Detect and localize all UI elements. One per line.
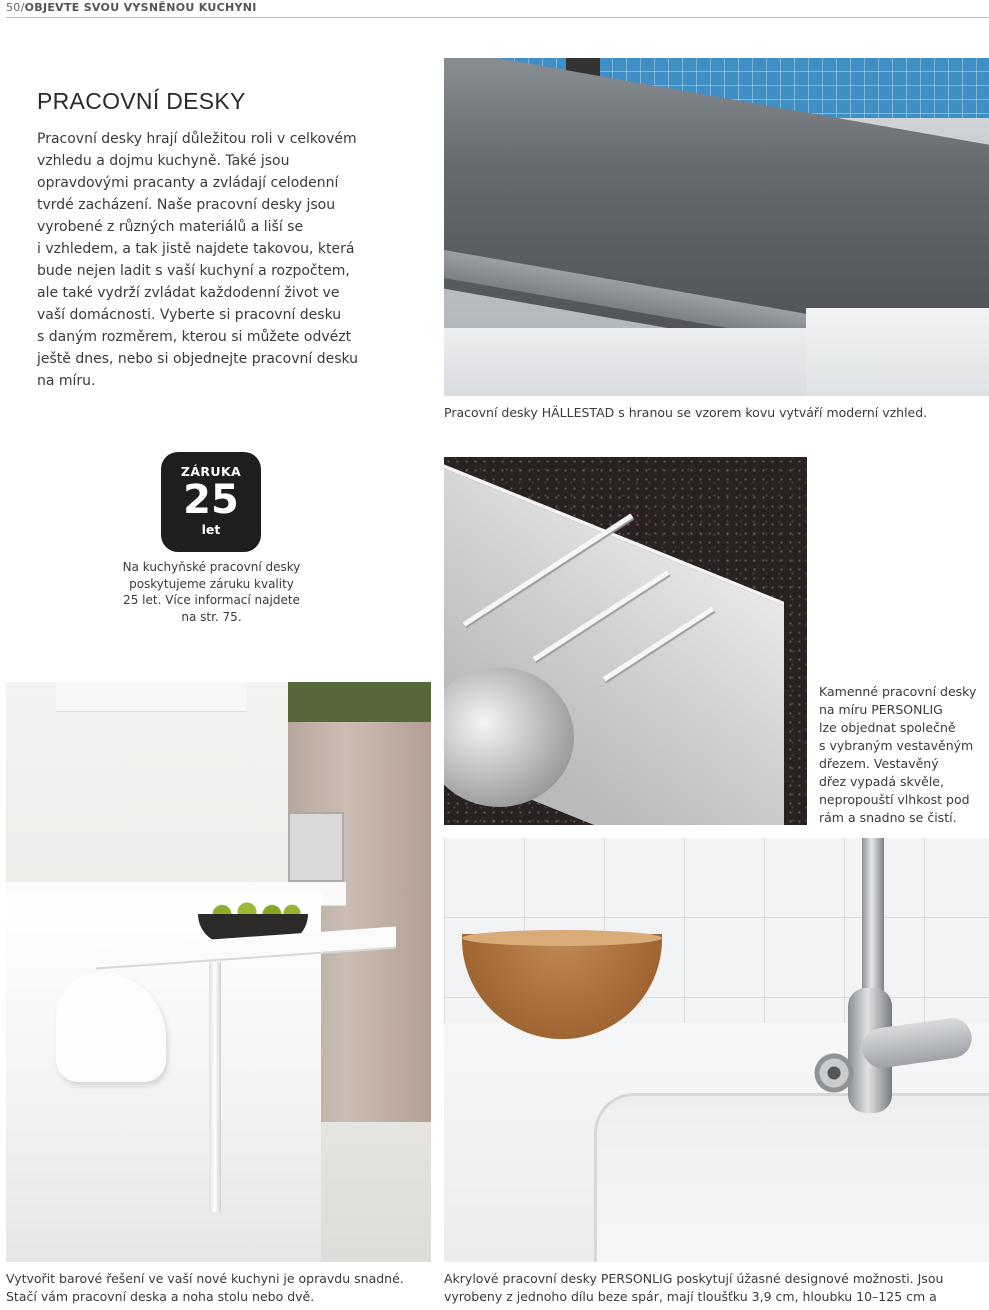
extractor-hood [56,682,246,712]
table-leg [209,962,221,1212]
cabinet-front [444,328,844,396]
warranty-text: Na kuchyňské pracovní desky poskytujeme záruku kvality 25 let. Více informací najdete na str. 75. [122,560,301,624]
wooden-bowl-rim [462,930,662,946]
warranty-badge [161,452,261,552]
section-title: OBJEVTE SVOU VYSNĚNOU KUCHYNI [24,1,257,14]
cabinet-side [806,308,989,396]
integrated-sink [594,1093,989,1262]
white-kitchen-island-photo [6,682,431,1262]
hallestad-countertop-photo [444,58,989,396]
page-header [6,0,989,18]
warranty-label-top: ZÁRUKA [180,464,242,479]
warranty-label-bottom: let [201,522,221,537]
island-caption: Vytvořit barové řešení ve vaší nové kuchyni je opravdu snadné. Stačí vám pracovní deska a noha stolu nebo dvě. [6,1271,404,1304]
built-in-oven [288,812,344,882]
acrylic-sink-photo [444,838,989,1262]
page-number: 50/ [6,1,25,14]
stone-worktop-sink-photo [444,457,807,825]
intro-paragraph: Pracovní desky hrají důležitou roli v celkovém vzhledu a dojmu kuchyně. Také jsou opravdovými pracanty a zvládají celodenní tvrdé zacházení. Naše pracovní desky jsou vyrobené z různých materiálů a liší se i vzhledem, a tak jistě najdete takovou, která bude nejen ladit s vaší kuchyní a rozpočtem, ale také vydrží zvládat každodenní život ve vaší domácnosti. Vyberte si pracovní desku s daným rozměrem, kterou si můžete odvézt ještě dnes, nebo si objednejte pracovní desku na míru. [37,131,359,389]
hallestad-caption: Pracovní desky HÄLLESTAD s hranou se vzorem kovu vytváří moderní vzhled. [444,405,928,420]
sink-drain [814,1053,854,1093]
acrylic-caption: Akrylové pracovní desky PERSONLIG poskytují úžasné designové možnosti. Jsou vyrobeny z jednoho dílu beze spár, mají tloušťku 3,9 cm, hloubku 10–125 cm a [444,1271,944,1304]
stone-caption: Kamenné pracovní desky na míru PERSONLIG lze objednat společně s vybraným vestavěným dřezem. Vestavěný dřez vypadá skvěle, nepropouští vlhkost pod rám a snadno se čistí. [819,684,977,825]
warranty-years: 25 [183,477,239,523]
page-title: PRACOVNÍ DESKY [37,88,246,114]
